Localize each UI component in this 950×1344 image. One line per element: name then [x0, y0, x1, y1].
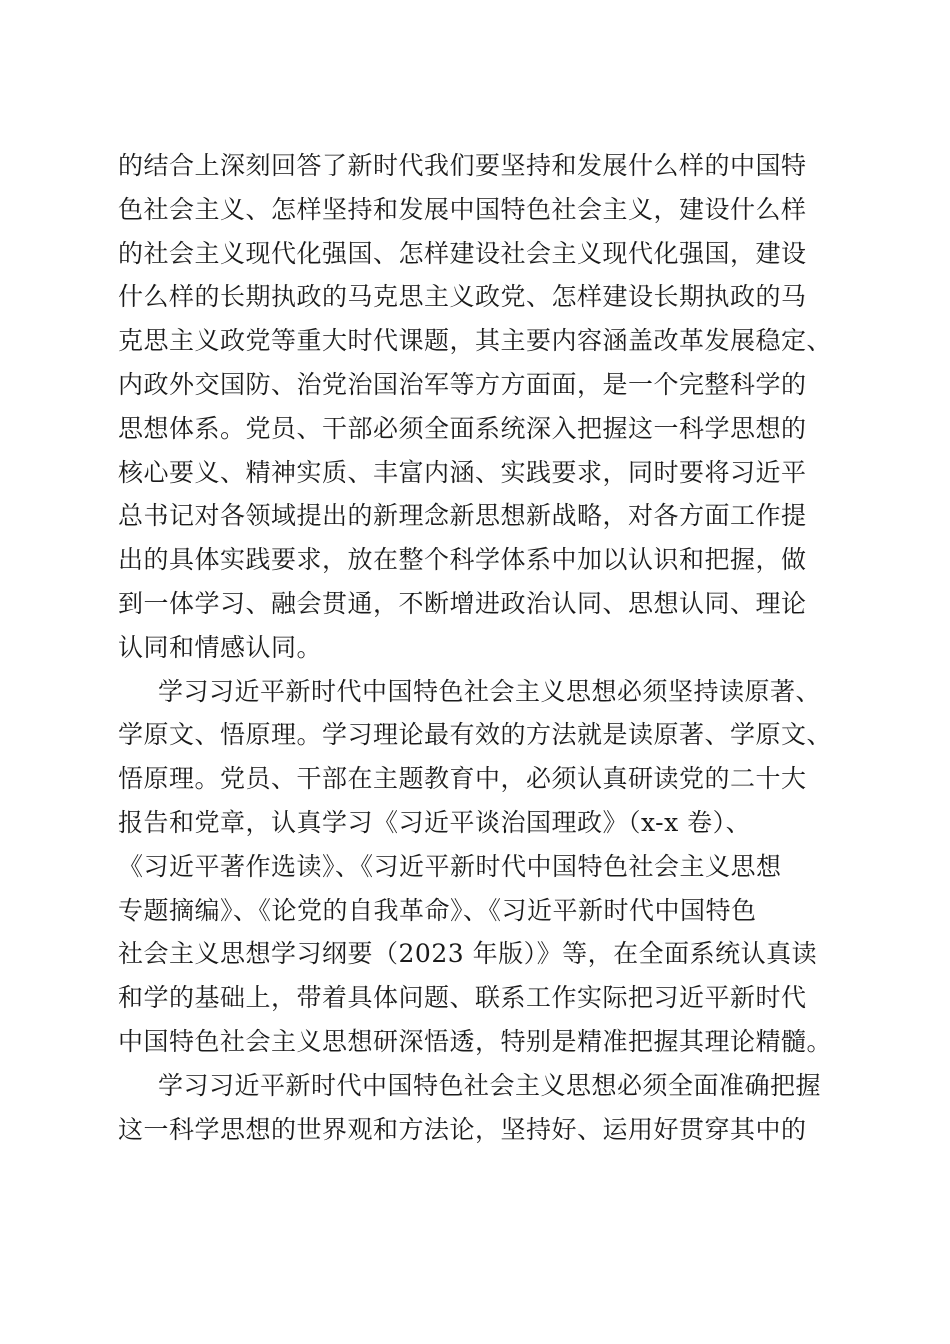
text-line: 什么样的长期执政的马克思主义政党、怎样建设长期执政的马: [118, 282, 807, 312]
text-line: 认同和情感认同。: [118, 632, 323, 662]
text-line: 内政外交国防、治党治国治军等方方面面，是一个完整科学的: [118, 369, 807, 399]
text-line: 悟原理。党员、干部在主题教育中，必须认真研读党的二十大: [118, 764, 807, 794]
text-line: 报告和党章，认真学习《习近平谈治国理政》（x-x 卷）、: [118, 807, 752, 837]
body-text: [118, 144, 838, 1151]
text-line: 学原文、悟原理。学习理论最有效的方法就是读原著、学原文、: [118, 720, 833, 750]
text-line: 核心要义、精神实质、丰富内涵、实践要求，同时要将习近平: [118, 457, 807, 487]
text-line: 专题摘编》、《论党的自我革命》、《习近平新时代中国特色: [118, 895, 757, 925]
text-line: 学习习近平新时代中国特色社会主义思想必须坚持读原著、: [158, 676, 822, 706]
text-line: 到一体学习、融会贯通，不断增进政治认同、思想认同、理论: [118, 588, 807, 618]
text-line: 和学的基础上，带着具体问题、联系工作实际把习近平新时代: [118, 983, 807, 1013]
text-line: 的社会主义现代化强国、怎样建设社会主义现代化强国，建设: [118, 238, 807, 268]
text-line: 总书记对各领域提出的新理念新思想新战略，对各方面工作提: [118, 501, 807, 531]
text-line: 色社会主义、怎样坚持和发展中国特色社会主义，建设什么样: [118, 194, 807, 224]
text-line: 出的具体实践要求，放在整个科学体系中加以认识和把握，做: [118, 545, 807, 575]
text-line: 社会主义思想学习纲要（2023 年版）》等，在全面系统认真读: [118, 939, 818, 969]
text-line: 的结合上深刻回答了新时代我们要坚持和发展什么样的中国特: [118, 151, 807, 180]
text-line: 克思主义政党等重大时代课题，其主要内容涵盖改革发展稳定、: [118, 326, 833, 356]
text-line: 《习近平著作选读》、《习近平新时代中国特色社会主义思想: [118, 851, 782, 881]
text-line: 思想体系。党员、干部必须全面系统深入把握这一科学思想的: [118, 413, 807, 443]
text-line: 中国特色社会主义思想研深悟透，特别是精准把握其理论精髓。: [118, 1026, 833, 1056]
text-line: 这一科学思想的世界观和方法论，坚持好、运用好贯穿其中的: [118, 1114, 807, 1144]
text-line: 学习习近平新时代中国特色社会主义思想必须全面准确把握: [158, 1070, 822, 1100]
